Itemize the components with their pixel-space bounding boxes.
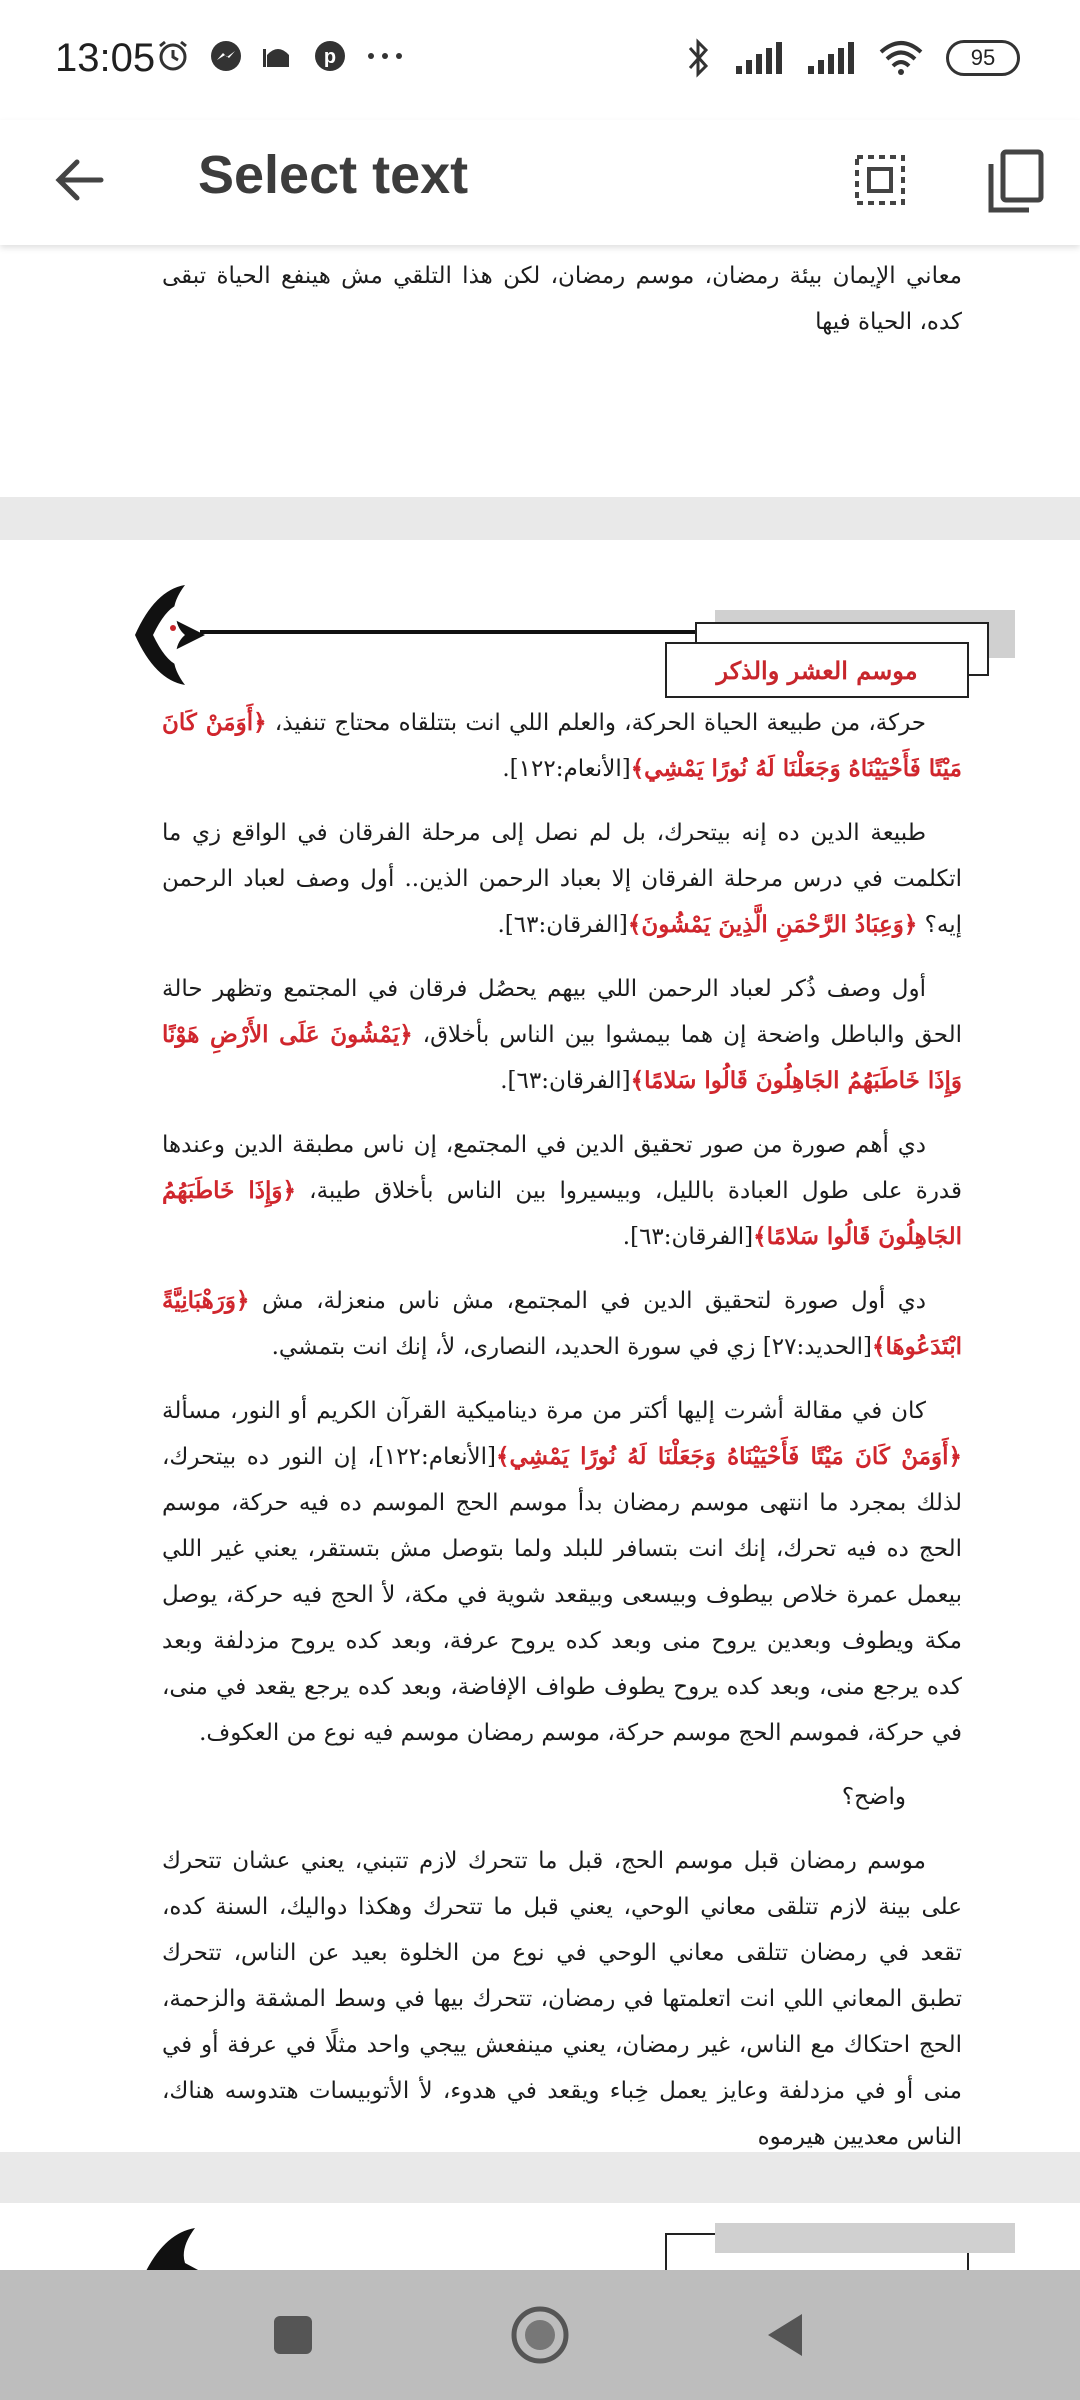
page-title: Select text [198, 145, 469, 205]
verse-reference: [الفرقان:٦٣]. [622, 1224, 754, 1250]
navigation-bar [0, 2270, 1080, 2400]
document-page [0, 2203, 1080, 2270]
quran-verse: ﴿أَوَمَنْ كَانَ مَيْتًا فَأَحْيَيْنَاهُ وَجَعَلْنَا لَهُ نُورًا يَمْشِي﴾ [495, 1443, 962, 1470]
mosque-icon [261, 39, 295, 73]
chapter-header [120, 2213, 1020, 2270]
paragraph[interactable] [162, 1388, 962, 1756]
ornament-icon [135, 2223, 215, 2270]
arrow-left-icon [55, 158, 105, 202]
paragraph-text: دي أهم صورة من صور تحقيق الدين في المجتمع، إن ناس مطبقة الدين وعندها قدرة على طول العبادة بالليل، وبيسيروا بين الناس بأخلاق طيبة، [162, 1132, 962, 1204]
recents-button[interactable] [258, 2300, 328, 2370]
chapter-title: موسم العشر والذكر [665, 642, 969, 698]
copy-button[interactable] [970, 136, 1060, 226]
select-all-icon [853, 153, 907, 207]
header-shadow [715, 2223, 1015, 2253]
pinterest-icon [313, 39, 347, 73]
select-all-button[interactable] [840, 140, 920, 220]
quran-verse: ﴿أَوَمَنْ كَانَ مَيْتًا فَأَحْيَيْنَاهُ وَجَعَلْنَا لَهُ نُورًا يَمْشِي﴾ [162, 709, 962, 782]
signal-icon [734, 40, 784, 76]
more-dots-icon [365, 39, 405, 73]
page-body[interactable] [162, 700, 962, 2178]
paragraph-text: دي أول صورة لتحقيق الدين في المجتمع، مش ناس منعزلة، مش [249, 1288, 927, 1314]
paragraph-text: أول وصف ذُكر لعباد الرحمن اللي بيهم يحصُل فرقان في المجتمع وتظهر حالة الحق والباطل واضحة إن هما بيمشوا بين الناس بأخلاق، [162, 976, 962, 1048]
paragraph[interactable] [162, 1122, 962, 1260]
app-bar [0, 120, 1080, 245]
verse-reference: [الأنعام:١٢٢]. [502, 756, 631, 782]
back-nav-button[interactable] [750, 2300, 820, 2370]
copy-icon [985, 148, 1045, 214]
battery-indicator: 95 [946, 40, 1020, 76]
document-page [0, 540, 1080, 2152]
verse-reference: [الفرقان:٦٣]. [497, 912, 628, 938]
triangle-back-icon [760, 2310, 810, 2360]
paragraph-text: حركة، من طبيعة الحياة الحركة، والعلم اللي انت بتتلقاه محتاج تنفيذ، [266, 710, 926, 736]
status-bar [0, 0, 1080, 120]
messenger-icon [209, 39, 243, 73]
alarm-icon [155, 38, 191, 74]
paragraph[interactable] [162, 1774, 962, 1820]
ornament-icon [125, 580, 215, 690]
verse-reference: [الحديد:٢٧] زي في سورة الحديد، النصارى، لأ، إنك انت بتمشي. [271, 1334, 872, 1360]
home-circle-icon [509, 2304, 571, 2366]
square-recents-icon [270, 2312, 316, 2358]
quran-verse: ﴿وَرَهْبَانِيَّةً ابْتَدَعُوهَا﴾ [162, 1287, 962, 1360]
verse-reference: [الأنعام:١٢٢]، إن النور ده بيتحرك، لذلك بمجرد ما انتهى موسم رمضان بدأ موسم الحج الموسم ده فيه حركة، موسم الحج ده فيه تحرك، إنك انت بتسافر للبلد ولما بتوصل مش بتستقر، يعني غير اللي بيعمل عمرة خلاص بيطوف وبيسعى وبيقعد شوية في مكة، لأ الحج فيه حركة، يوصل مكة ويطوف وبعدين يروح منى وبعد كده يروح عرفة، وبعد كده يروح مزدلفة وبعد كده يرجع منى، وبعد كده يروح يطوف طواف الإفاضة، وبعد كده يرجع يقعد في منى، في حركة، فموسم الحج موسم حركة، موسم رمضان موسم فيه نوع من العكوف. [162, 1444, 962, 1746]
paragraph[interactable] [162, 810, 962, 948]
bluetooth-icon [684, 38, 712, 78]
paragraph-text: واضح؟ [841, 1784, 906, 1810]
quran-verse: ﴿يَمْشُونَ عَلَى الأَرْضِ هَوْنًا وَإِذَا خَاطَبَهُمُ الجَاهِلُونَ قَالُوا سَلامًا﴾ [162, 1021, 962, 1094]
quran-verse: ﴿وَإِذَا خَاطَبَهُمُ الجَاهِلُونَ قَالُوا سَلامًا﴾ [162, 1177, 962, 1250]
document-page [0, 245, 1080, 497]
back-button[interactable] [40, 140, 120, 220]
verse-reference: [الفرقان:٦٣]. [500, 1068, 631, 1094]
paragraph[interactable] [162, 966, 962, 1104]
system-icons [684, 38, 1020, 78]
paragraph-text: طبيعة الدين ده إنه بيتحرك، بل لم نصل إلى مرحلة الفرقان في الواقع زي ما اتكلمت في درس مرحلة الفرقان إلا بعباد الرحمن الذين.. أول وصف لعباد الرحمن إيه؟ [162, 820, 962, 938]
wifi-icon [878, 40, 924, 76]
paragraph-text: موسم رمضان قبل موسم الحج، قبل ما تتحرك لازم تتبني، يعني عشان تتحرك على بينة لازم تتلقى معاني الوحي، يعني قبل ما تتحرك وهكذا دواليك، السنة كده، تقعد في رمضان تتلقى معاني الوحي في نوع من الخلوة بعيد عن الناس، تتحرك تطبق المعاني اللي انت اتعلمتها في رمضان، تتحرك بيها في وسط المشقة والزحمة، الحج احتكاك مع الناس، غير رمضان، يعني مينفعش ييجي واحد مثلًا في عرفة أو في منى أو في مزدلفة وعايز يعمل خِباء ويقعد في هدوء، لأ الأتوبيسات هتدوسه هناك، الناس معديين هيرموه [162, 1848, 962, 2150]
status-time: 13:05 [55, 36, 156, 80]
quran-verse: ﴿وَعِبَادُ الرَّحْمَنِ الَّذِينَ يَمْشُونَ﴾ [627, 911, 918, 938]
notification-icons [155, 38, 405, 74]
chapter-header [120, 580, 1020, 685]
svg-text:p: p [323, 46, 337, 68]
signal-icon [806, 40, 856, 76]
document-view[interactable] [0, 245, 1080, 2270]
paragraph[interactable] [162, 1838, 962, 2160]
paragraph-text: كان في مقالة أشرت إليها أكتر من مرة ديناميكية القرآن الكريم أو النور، مسألة [162, 1398, 926, 1424]
home-button[interactable] [505, 2300, 575, 2370]
paragraph[interactable] [162, 700, 962, 792]
paragraph[interactable] [162, 1278, 962, 1370]
page-text[interactable]: معاني الإيمان بيئة رمضان، موسم رمضان، لكن هذا التلقي مش هينفع الحياة تبقى كده، الحياة فيها [162, 263, 962, 335]
